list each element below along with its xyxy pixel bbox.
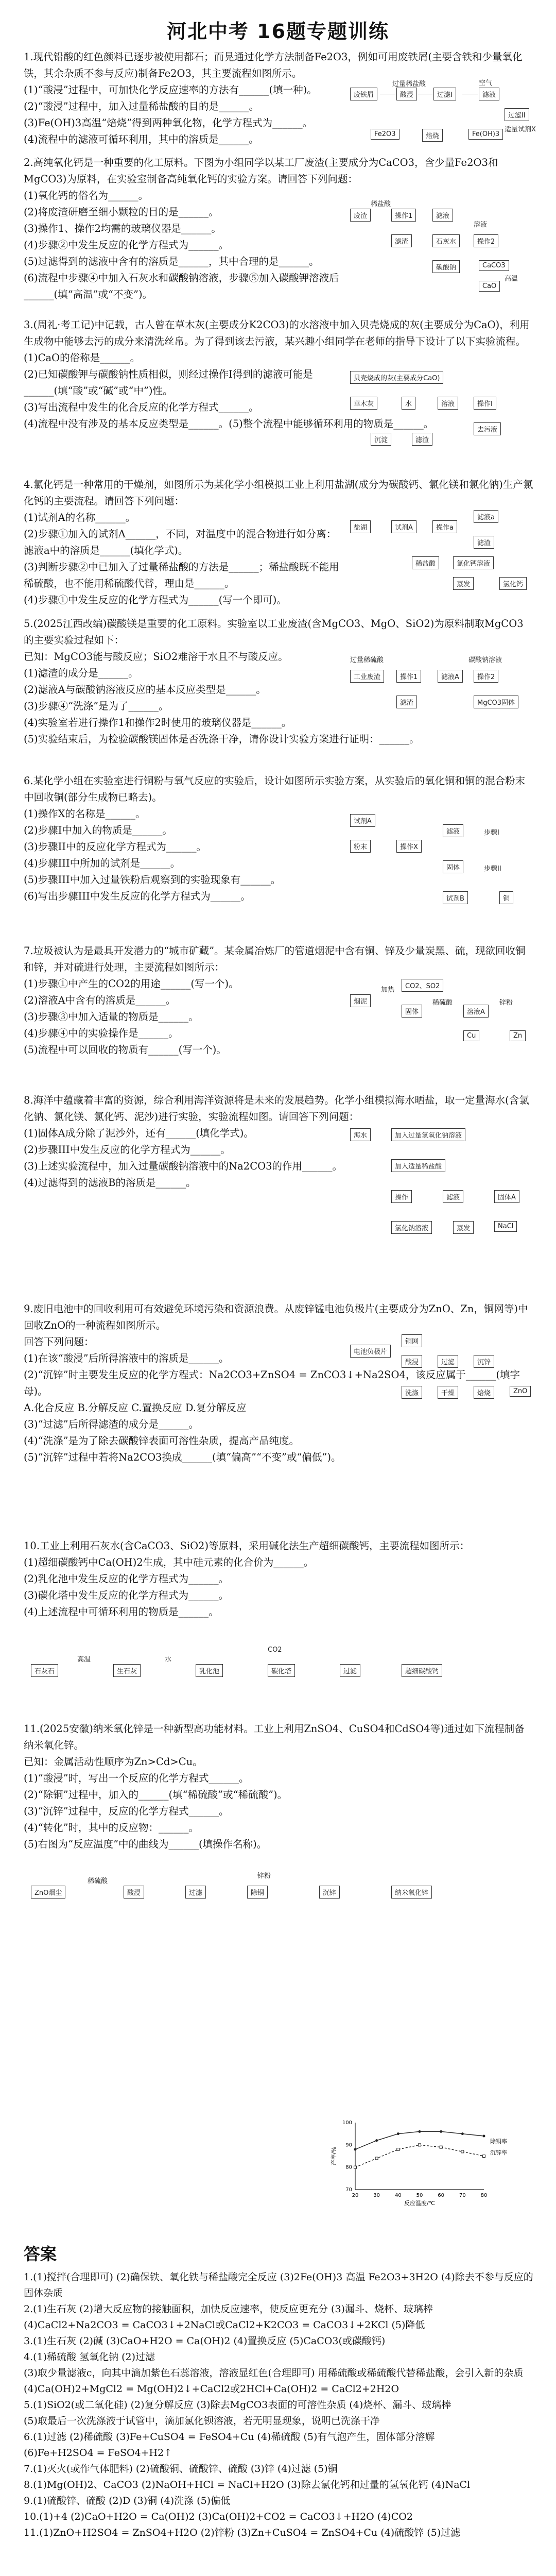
data-point [440,2146,442,2148]
flow-box: 溶液A [463,1005,489,1018]
x-tick-label: 40 [394,2193,402,2198]
flow-label: 稀盐酸 [371,200,391,208]
data-point [375,2157,378,2160]
data-point [354,2166,357,2168]
flow-label: 过量稀盐酸 [392,80,426,88]
answer-line: 4.(1)稀硫酸 氢氧化钠 (2)过滤 [24,2351,155,2363]
question-sub: (2)步骤①加入的试剂A______，不同，对温度中的混合物进行如分离：滤液a中的溶质是______(填化学式)。 [24,528,337,556]
data-point [375,2139,378,2142]
question-sub: (4)上述流程中可循环利用的物质是______。 [24,1606,219,1618]
flow-box: Zn [510,1030,526,1041]
question-sub: (2)将废渣研磨至细小颗粒的目的是______。 [24,206,219,218]
flow-box: 氯化钙溶液 [453,556,494,569]
flow-box: 加入过量氢氧化钠溶液 [391,1128,465,1141]
flow-box: 洗涤 [402,1386,422,1399]
flow-box: 试剂B [443,891,468,904]
flow-box: 铜网 [402,1334,422,1347]
flow-label: 步骤II [484,865,501,873]
flow-box: 氯化钙 [499,577,527,590]
flow-box: 操作2 [474,234,498,247]
flow-box: 草木灰 [350,397,377,410]
flow-box: 干燥 [438,1386,458,1399]
flowchart-q10 [31,1643,535,1700]
question-sub: (2)溶液A中含有的溶质是______。 [24,994,176,1006]
flowchart-q1 [350,77,546,155]
flow-box: 工业废渣 [350,670,384,683]
question-sub: (3)“沉锌”过程中，反应的化学方程式______。 [24,1805,229,1817]
question-text: 7.垃圾被认为是最具开发潜力的“城市矿藏”。某金属冶炼厂的管道烟泥中含有铜、锌及少量炭黑、硫，现欲回收铜和锌，并对硫进行处理，主要流程如图所示： [24,945,526,973]
flow-box: 酸浸 [402,1355,422,1368]
x-tick-label: 30 [373,2193,380,2198]
question-text: 10.工业上利用石灰水(含CaCO3、SiO2)等原料，采用碱化法生产超细碳酸钙，主要流程如图所示： [24,1540,470,1552]
flow-box: 加入适量稀盐酸 [391,1159,445,1172]
flow-box: 沉淀 [371,433,391,446]
question-text: 3.(周礼·考工记)中记载，古人曾在草木灰(主要成分K2CO3)的水溶液中加入贝壳烧成的灰(主要成分为CaO)，利用生成物中能够去污的成分来清洗丝帛。为了得到该去污液，某兴趣小组同学在老师的指导下设计了以下实验流程。 [24,319,530,347]
flow-label: 溶液 [474,221,488,229]
flow-box: 粉末 [350,840,371,853]
flow-box: 乳化池 [196,1664,223,1677]
flow-box: 除铜 [247,1886,268,1899]
question-sub: (1)固体A成分除了泥沙外，还有______(填化学式)。 [24,1127,254,1139]
question-sub: (1)操作X的名称是______。 [24,808,146,820]
flow-box: 废渣 [350,209,371,222]
data-point [461,2150,464,2153]
question-sub: (2)“沉锌”时主要发生反应的化学方程式：Na2CO3+ZnSO4 = ZnCO3↓+Na2SO4，该反应属于______(填字母)。 [24,1369,520,1397]
flow-box: 废铁屑 [350,88,377,100]
flow-box: 操作2 [474,670,498,683]
flow-box: 沉锌 [474,1355,494,1368]
x-tick-label: 70 [459,2193,466,2198]
flow-label: 锌粉 [257,1872,271,1880]
question-sub: (5)流程中可以回收的物质有______(写一个)。 [24,1044,227,1056]
question-sub: (5)右图为“反应温度”中的曲线为______(填操作名称)。 [24,1838,267,1850]
question-sub: (1)超细碳酸钙中Ca(OH)2生成，其中硅元素的化合价为______。 [24,1556,314,1568]
flowchart-q5 [350,654,546,721]
question-sub: (6)流程中步骤④中加入石灰水和碳酸钠溶液，步骤⑤加入碳酸钾溶液后______(填“高温”或“不变”)。 [24,272,339,300]
answer-line: (5)取最后一次洗涤液于试管中，滴加氯化钡溶液，若无明显现象，说明已洗涤干净 [24,2415,380,2427]
question-sub: (1)氧化钙的俗名为______。 [24,190,149,201]
flow-box: MgCO3固体 [474,696,518,708]
flow-label: 高温 [505,275,518,283]
question-sub: (1)滤渣的成分是______。 [24,667,138,679]
flow-box: 固体A [494,1190,519,1203]
question-sub: (4)过滤得到的滤液B的溶质是______。 [24,1177,196,1189]
answer-line: 9.(1)硫酸锌、硫酸 (2)D (3)铜 (4)洗涤 (5)偏低 [24,2495,231,2506]
question-sub: (4)步骤④中的实验操作是______。 [24,1027,179,1039]
flow-box: 烟泥 [350,994,371,1007]
flow-box: 纳米氧化锌 [391,1886,432,1899]
flow-box: 氯化钠溶液 [391,1221,432,1234]
flow-box: 电池负极片 [350,1345,391,1358]
answer-line: 5.(1)SiO2(或二氧化硅) (2)复分解反应 (3)除去MgCO3表面的可溶性杂质 (4)烧杯、漏斗、玻璃棒 [24,2399,451,2411]
question-sub: (3)步骤II中的反应化学方程式为______。 [24,841,207,853]
flow-box: 铜 [499,891,513,904]
answer-line: 10.(1)+4 (2)CaO+H2O = Ca(OH)2 (3)Ca(OH)2+CO2 = CaCO3↓+H2O (4)CO2 [24,2511,413,2522]
flow-box: 操作a [432,520,457,533]
x-axis-label: 反应温度/℃ [404,2200,436,2207]
page-title: 河北中考 16题专题训练 [166,20,390,43]
question-11 [24,1721,533,1853]
flow-box: 固体 [443,860,463,873]
flow-box: 超细碳酸钙 [402,1664,442,1677]
y-tick-label: 90 [345,2142,352,2148]
flow-label: 高温 [77,1656,91,1664]
flow-box: ZnO烟尘 [31,1886,65,1899]
flow-box: 试剂A [350,814,375,827]
answer-line: (4)Ca(OH)2+MgCl2 = Mg(OH)2↓+CaCl2或2HCl+Ca(OH)2 = CaCl2+2H2O [24,2383,399,2395]
flow-label: 稀硫酸 [432,999,453,1007]
question-text: 8.海洋中蕴藏着丰富的资源，综合利用海洋资源将是未来的发展趋势。化学小组模拟海水晒盐，取一定量海水(含氯化钠、氯化镁、氯化钙、泥沙)进行实验，实验流程如图。请回答下列问题： [24,1094,529,1123]
answer-line: (6)Fe+H2SO4 = FeSO4+H2↑ [24,2447,172,2459]
legend-label: 沉锌率 [490,2149,507,2156]
flow-box: 操作1 [391,209,416,222]
flow-label: 加热 [381,986,395,994]
flow-box: 水 [402,397,415,410]
flow-box: 过滤 [185,1886,206,1899]
data-point [483,2155,485,2158]
flow-box: 滤液 [432,209,453,222]
question-text: 5.(2025江西改编)碳酸镁是重要的化工原料。实验室以工业废渣(含MgCO3、MgO、SiO2)为原料制取MgCO3的主要实验过程如下： [24,618,524,646]
flow-label: 碳酸钠溶液 [468,656,502,664]
flow-box: 操作I [474,397,496,410]
flow-box: 酸浸 [124,1886,144,1899]
question-10 [24,1538,533,1620]
flow-box: 生石灰 [113,1664,141,1677]
flow-box: 操作1 [396,670,421,683]
flow-box: Cu [463,1030,479,1041]
flow-label: 空气 [479,79,493,87]
flow-box: 蒸发 [453,1221,474,1234]
question-sub: (2)“酸浸”过程中，加入过量稀盐酸的目的是______。 [24,100,259,112]
flow-label: 步骤I [484,829,499,837]
x-tick-label: 80 [480,2193,488,2198]
flow-box: 滤液a [474,510,498,523]
series-line [355,2145,484,2167]
question-sub: 已知：MgCO3能与酸反应；SiO2难溶于水且不与酸反应。 [24,651,288,663]
flow-box: 贝壳烧成的灰(主要成分CaO) [350,371,443,384]
question-sub: (6)写出步骤III中发生反应的化学方程式为______。 [24,890,251,902]
data-point [419,2130,421,2133]
flow-label: CO2 [268,1646,282,1654]
flow-label: 锌粉 [499,999,513,1007]
flow-box: 过滤 [340,1664,360,1677]
flowchart-q9 [350,1334,546,1412]
question-sub: (2)步骤III中发生反应的化学方程式为______。 [24,1144,231,1156]
flow-box: 过滤 [438,1355,458,1368]
question-sub: (3)碳化塔中发生反应的化学方程式为______。 [24,1589,229,1601]
data-point [461,2132,464,2135]
question-sub: (3)上述实验流程中，加入过量碳酸钠溶液中的Na2CO3的作用______。 [24,1160,343,1172]
answer-line: 8.(1)Mg(OH)2、CaCO3 (2)NaOH+HCl = NaCl+H2O (3)除去氯化钙和过量的氢氧化钙 (4)NaCl [24,2479,471,2490]
flow-box: 焙烧 [474,1386,494,1399]
flow-box: 海水 [350,1128,371,1141]
flowchart-q3 [350,371,546,459]
answers-title: 答案 [24,2244,57,2264]
y-tick-label: 80 [345,2164,352,2171]
question-sub: (1)步骤①中产生的CO2的用途______(写一个)。 [24,978,239,990]
question-sub: (1)“酸浸”过程中，可加快化学反应速率的方法有______(填一种)。 [24,84,317,96]
flow-box: Fe2O3 [371,129,399,140]
answers-list [24,2269,533,2541]
y-tick-label: 70 [345,2187,352,2193]
flow-box: 酸浸 [396,88,417,100]
legend-label: 除铜率 [490,2138,507,2145]
flow-box: 固体 [402,1005,422,1018]
question-sub: (1)“酸浸”时，写出一个反应的化学方程式______。 [24,1772,249,1784]
flow-box: NaCl [494,1221,517,1232]
flow-label: 过量稀硫酸 [350,656,384,664]
question-sub: (4)实验室若进行操作1和操作2时使用的玻璃仪器是______。 [24,717,292,728]
question-sub: (4)流程中的滤液可循环利用，其中的溶质是______。 [24,133,259,145]
question-sub: (3)“过滤”后所得滤渣的成分是______。 [24,1418,199,1430]
flow-box: Fe(OH)3 [468,129,503,140]
flow-box: 盐湖 [350,520,371,533]
data-point [397,2132,399,2135]
question-sub: (2)“除铜”过程中，加入的______(填“稀硫酸”或“稀硫酸”)。 [24,1789,288,1801]
question-text: 9.废旧电池中的回收利用可有效避免环境污染和资源浪费。从废锌锰电池负极片(主要成分为ZnO、Zn，铜网等)中回收ZnO的一种流程如图所示。 [24,1303,528,1331]
answer-line: 2.(1)生石灰 (2)增大反应物的接触面积，加快反应速率，使反应更充分 (3)漏斗、烧杯、玻璃棒 [24,2303,433,2315]
flow-box: 碳酸钠 [432,260,460,273]
question-sub: (4)“洗涤”是为了除去碳酸锌表面可溶性杂质，提高产品纯度。 [24,1435,300,1447]
flow-box: 过滤II [505,108,529,121]
question-sub: (4)流程中没有涉及的基本反应类型是______。(5)整个流程中能够循环利用的物质是______。 [24,418,434,430]
data-point [397,2148,399,2151]
flow-box: 滤液 [479,88,499,100]
question-sub: (4)步骤②中发生反应的化学方程式为______。 [24,239,229,251]
question-sub: (3)判断步骤②中已加入了过量稀盐酸的方法是______；稀盐酸既不能用稀硫酸，也不能用稀硫酸代替，理由是______。 [24,561,339,589]
flow-box: 滤液 [443,824,463,837]
question-sub: (2)已知碳酸钾与碳酸钠性质相似，则经过操作I得到的滤液可能是______(填“酸”或“碱”或“中”)性。 [24,368,313,397]
flow-box: 过滤I [433,88,456,100]
flowchart-q7 [350,979,546,1056]
question-sub: (3)操作1、操作2均需的玻璃仪器是______。 [24,223,221,234]
flow-box: 操作X [396,840,422,853]
question-sub: (1)在该“酸浸”后所得溶液中的溶质是______。 [24,1352,229,1364]
question-text: 1.现代铅酸的红色颜料已逐步被使用都石；而晃通过化学方法制备Fe2O3，例如可用废铁屑(主要含铁和少量氧化铁，其余杂质不参与反应)制备Fe2O3，其主要流程如图所示。 [24,51,523,79]
question-sub: (4)步骤III中所加的试剂是______。 [24,857,181,869]
x-tick-label: 60 [438,2193,445,2198]
flow-box: 滤液 [443,1190,463,1203]
question-sub: (3)写出流程中发生的化合反应的化学方程式______。 [24,401,259,413]
flow-label: 适量试剂X [505,126,536,133]
flow-box: 操作 [391,1190,412,1203]
question-sub: 回答下列问题： [24,1336,94,1348]
flow-box: 滤渣 [396,696,417,708]
y-axis-label: 产率/% [331,2146,337,2166]
x-tick-label: 50 [416,2193,423,2198]
flow-box: 蒸发 [453,577,474,590]
question-sub: (2)乳化池中发生反应的化学方程式为______。 [24,1573,229,1585]
data-point [419,2144,421,2146]
flow-box: 沉锌 [319,1886,340,1899]
question-text: 6.某化学小组在实验室进行铜粉与氧气反应的实验后，设计如图所示实验方案，从实验后的氧化铜和铜的混合粉末中回收铜(部分生成物已略去)。 [24,775,526,803]
question-sub: (3)步骤③中加入适量的物质是______。 [24,1011,199,1023]
flowchart-q2 [350,200,546,301]
flowchart-q6 [350,814,546,933]
question-text: 2.高纯氧化钙是一种重要的化工原料。下图为小组同学以某工厂废渣(主要成分为CaCO3，含少量Fe2O3和MgCO3)为原料，在实验室制备高纯氧化钙的实验方案。请回答下列问题： [24,157,498,185]
reaction-temperature-chart [329,2115,535,2213]
data-point [440,2130,442,2133]
flow-box: CO2、SO2 [402,979,443,992]
question-text: 11.(2025安徽)纳米氧化锌是一种新型高功能材料。工业上利用ZnSO4、CuSO4和CdSO4等)通过如下流程制备纳米氧化锌。 [24,1723,525,1751]
flow-box: 碳化塔 [268,1664,295,1677]
series-line [355,2131,484,2149]
flowchart-q8 [350,1128,546,1262]
question-sub: (1)CaO的俗称是______。 [24,352,141,364]
question-sub: 已知：金属活动性顺序为Zn>Cd>Cu。 [24,1756,203,1768]
flowchart-q11 [31,1865,535,1927]
question-sub: (3)Fe(OH)3高温“焙烧”得到两种氧化物，化学方程式为______。 [24,117,313,129]
x-tick-label: 20 [352,2193,359,2198]
answer-line: 3.(1)生石灰 (2)碱 (3)CaO+H2O = Ca(OH)2 (4)置换反应 (5)CaCO3(或碳酸钙) [24,2335,386,2347]
flow-box: 石灰水 [432,234,460,247]
answer-line: 1.(1)搅拌(合理即可) (2)确保铁、氧化铁与稀盐酸完全反应 (3)2Fe(OH)3 高温 Fe2O3+3H2O (4)除去不参与反应的固体杂质 [24,2272,533,2299]
flowchart-q4 [350,510,546,598]
question-sub: (5)“沉锌”过程中若将Na2CO3换成______(填“偏高”“不变”或“偏低”)。 [24,1451,341,1463]
question-text: 4.氯化钙是一种常用的干燥剂，如图所示为某化学小组模拟工业上利用盐湖(成分为碳酸钙、氯化镁和氯化钠)生产氯化钙的主要流程。请回答下列问题： [24,479,533,507]
question-sub: (5)实验结束后，为检验碳酸镁固体是否洗涤干净，请你设计实验方案进行证明：______。 [24,733,420,745]
flow-label: 水 [165,1656,172,1664]
flow-box: 试剂A [391,520,416,533]
question-sub: (4)步骤①中发生反应的化学方程式为______(写一个即可)。 [24,594,287,606]
flow-box: 滤渣 [412,433,432,446]
flow-box: ZnO [510,1386,531,1397]
flow-box: CaCO3 [479,260,509,271]
question-sub: (3)步骤④“洗涤”是为了______。 [24,700,169,712]
flow-box: 焙烧 [422,129,443,142]
flow-box: CaO [479,281,500,292]
answer-line: (3)取少量滤液c，向其中滴加紫色石蕊溶液，溶液显红色(合理即可) 用稀硫酸或稀硫酸代替稀盐酸，会引入新的杂质 [24,2367,524,2379]
flow-label: 稀硫酸 [88,1877,108,1885]
flow-box: 滤渣 [391,234,412,247]
answer-line: 11.(1)ZnO+H2SO4 = ZnSO4+H2O (2)锌粉 (3)Zn+CuSO4 = ZnSO4+Cu (4)硫酸锌 (5)过滤 [24,2527,461,2538]
y-tick-label: 100 [342,2120,352,2126]
flow-box: 稀盐酸 [412,556,439,569]
flow-box: 滤渣 [474,536,494,549]
question-sub: (2)步骤I中加入的物质是______。 [24,824,172,836]
question-sub: (5)步骤III中加入过量铁粉后观察到的实验现象有______。 [24,874,281,886]
data-point [354,2148,357,2151]
question-sub: (1)试剂A的名称______。 [24,512,136,523]
question-sub: (4)“转化”时，其中的反应物：______。 [24,1822,199,1834]
flow-box: 滤液A [438,670,463,683]
question-sub: (5)过滤得到的滤液中含有的溶质是______，其中合理的是______。 [24,256,319,267]
answer-line: 7.(1)灭火(或作气体肥料) (2)硫酸铜、硫酸锌、硫酸 (3)锌 (4)过滤 (5)铜 [24,2463,338,2475]
answer-line: (4)CaCl2+Na2CO3 = CaCO3↓+2NaCl或CaCl2+K2CO3 = CaCO3↓+2KCl (5)降低 [24,2319,425,2331]
flow-box: 去污液 [474,422,501,435]
question-sub: A.化合反应 B.分解反应 C.置换反应 D.复分解反应 [24,1402,247,1414]
answer-line: 6.(1)过滤 (2)稀硫酸 (3)Fe+CuSO4 = FeSO4+Cu (4)稀硫酸 (5)有气泡产生，固体部分溶解 [24,2431,435,2443]
flow-box: 石灰石 [31,1664,58,1677]
question-sub: (2)滤液A与碳酸钠溶液反应的基本反应类型是______。 [24,684,266,696]
data-point [483,2135,485,2138]
flow-box: 溶液 [438,397,458,410]
